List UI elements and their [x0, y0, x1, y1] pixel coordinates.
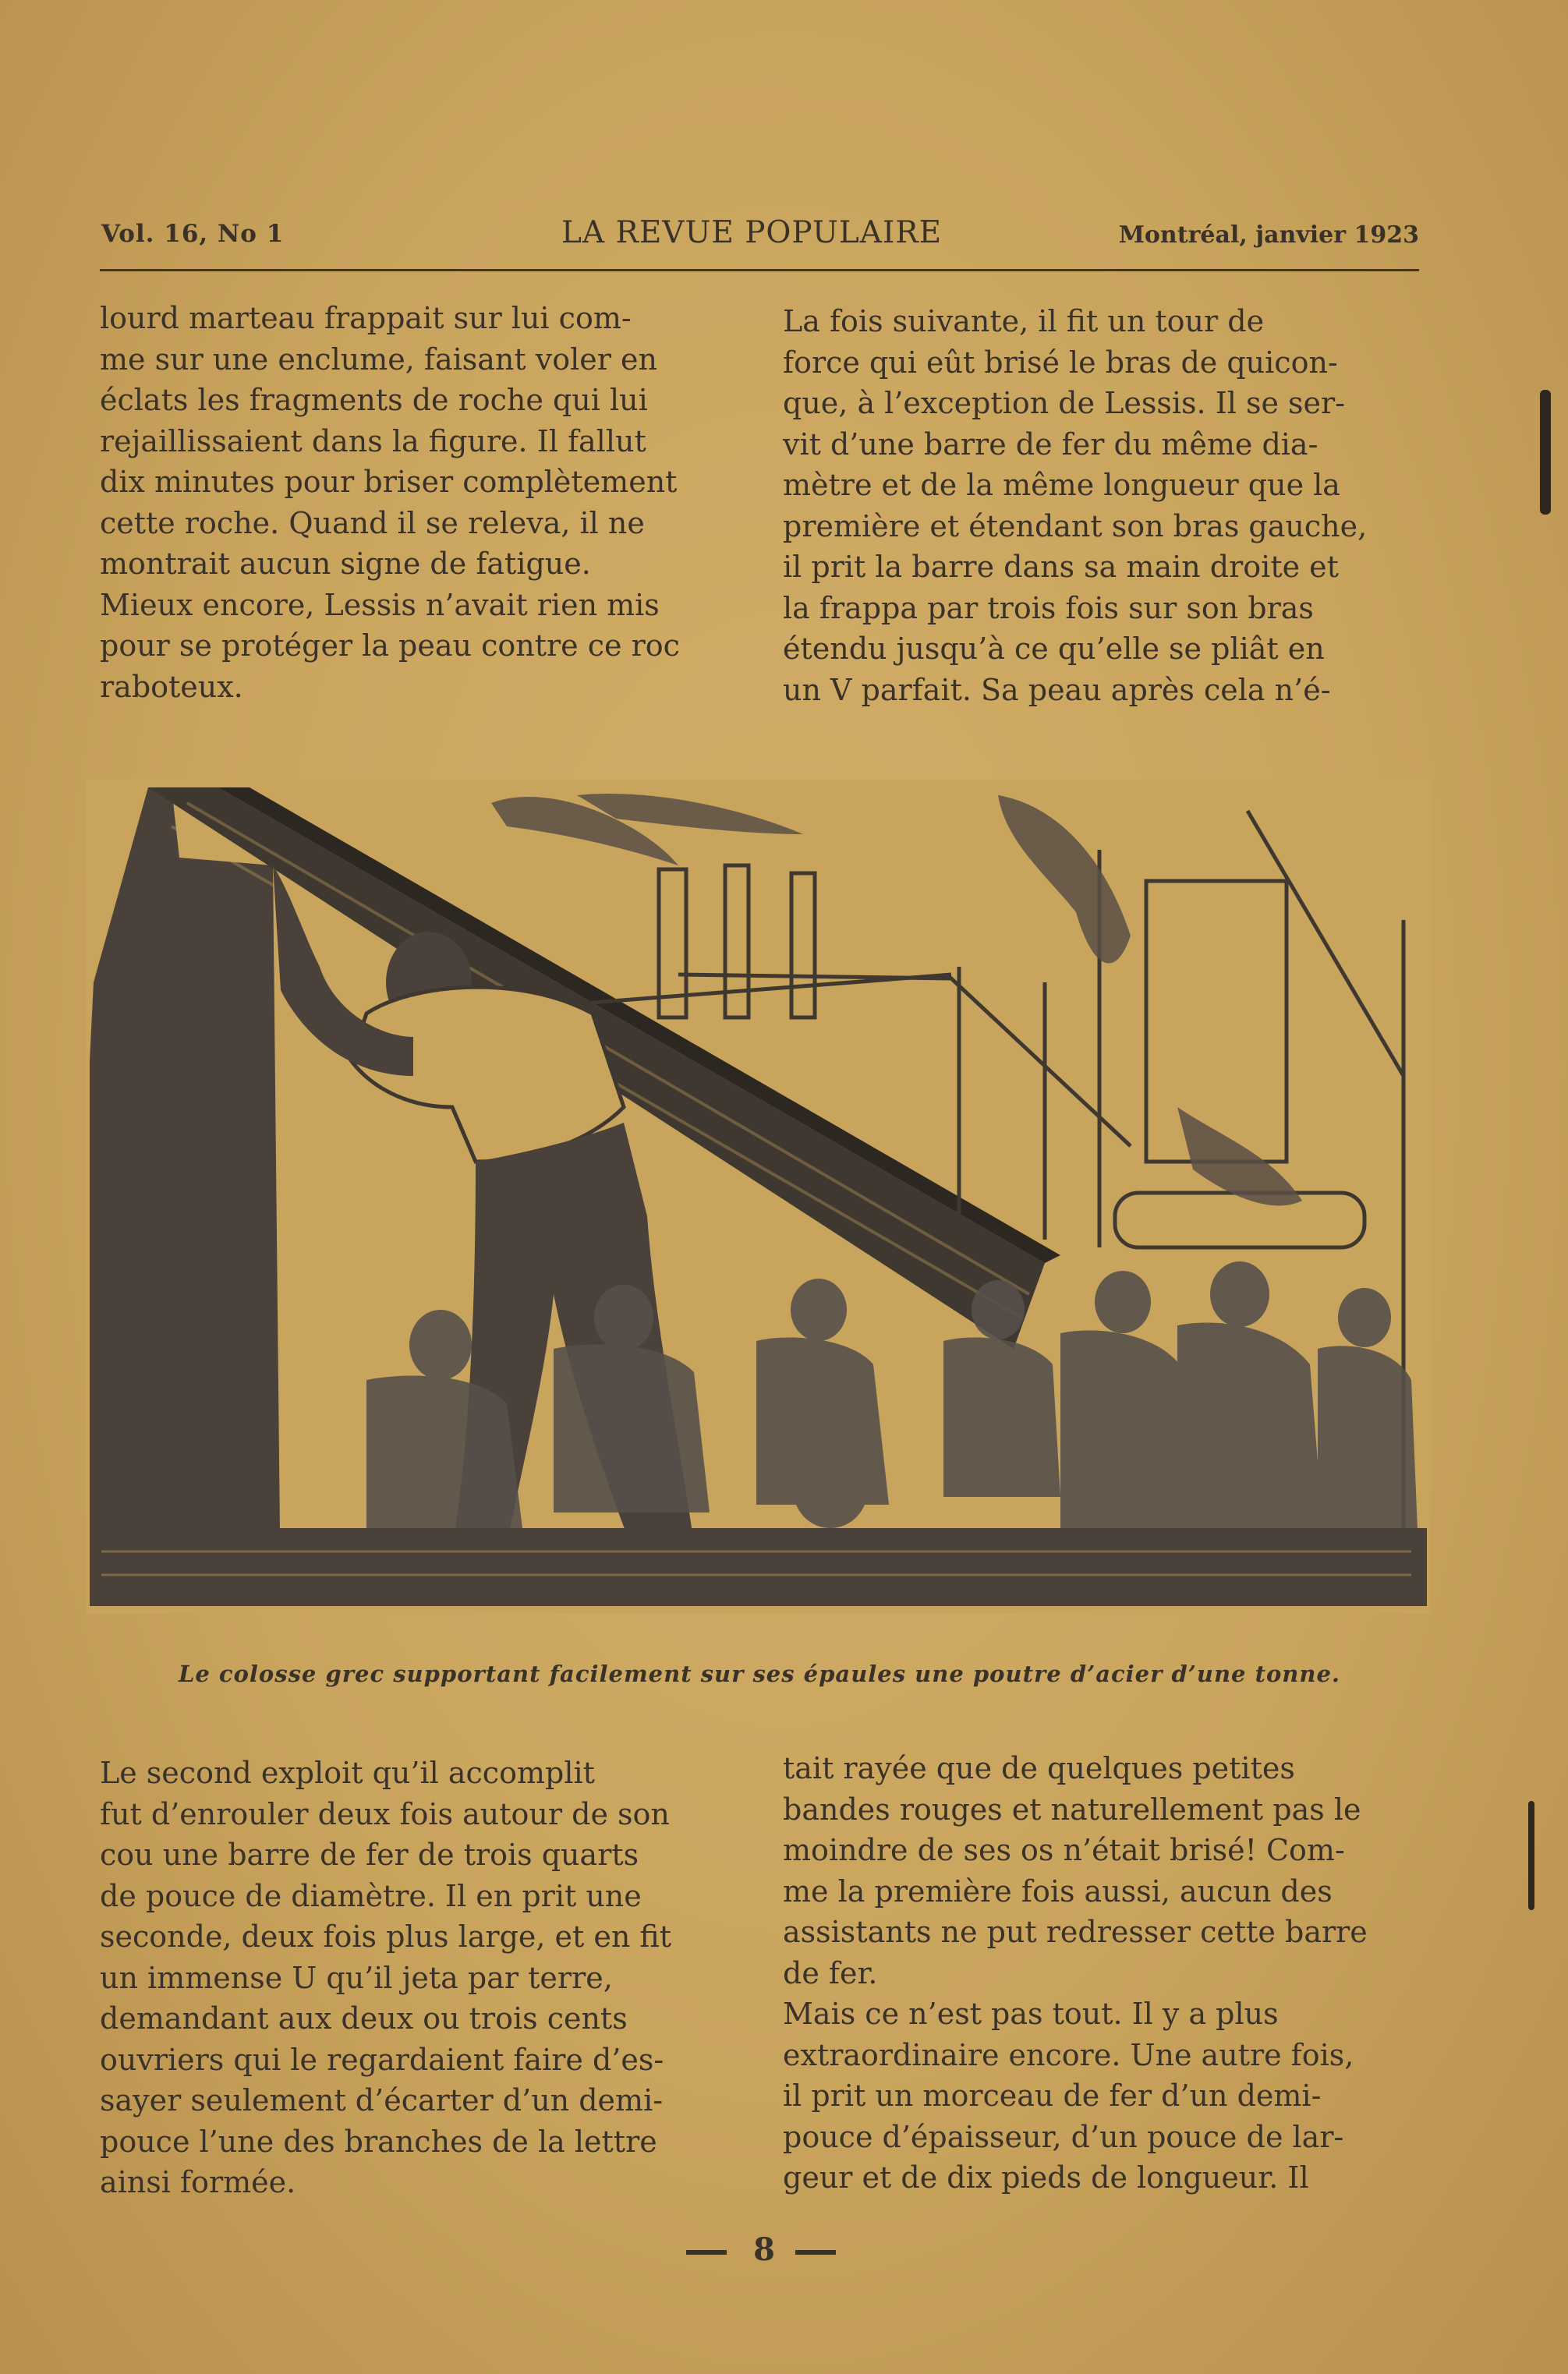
page-header	[101, 215, 1419, 251]
page-number-dash-left	[686, 2250, 727, 2255]
binding-mark	[1540, 390, 1551, 515]
page-number	[686, 2231, 842, 2270]
issue-date: Montréal, janvier 1923	[1118, 221, 1419, 249]
text-column-bottom-left: Le second exploit qu’il accomplit fut d’enrouler deux fois autour de son cou une barre de fer de trois quarts de pouce de diamètre. Il en prit une seconde, deux fois plus large, et en fit un immense U qu’il jeta par terre, demandant aux deux ou trois cents ouvriers qui le regardaient faire d’es- sayer seulement d’écarter d’un demi- pouce l’une des branches de la lettre ainsi formée.	[100, 1756, 672, 2199]
volume-number: Vol. 16, No 1	[101, 220, 285, 248]
header-rule	[100, 269, 1419, 271]
text-column-top-right: La fois suivante, il fit un tour de force qui eût brisé le bras de quicon- que, à l’exception de Lessis. Il se ser- vit d’une barre de fer du même dia- mètre et de la même longueur que la première et étendant son bras gauche, il prit la barre dans sa main droite et la frappa par trois fois sur son bras étendu jusqu’à ce qu’elle se pliât en un V parfait. Sa peau après cela n’é-	[783, 304, 1368, 707]
binding-mark	[1528, 1801, 1534, 1910]
illustration-caption: Le colosse grec supportant facilement sur ses épaules une poutre d’acier d’une tonne.	[178, 1661, 1341, 1687]
page-number-value: 8	[753, 2231, 775, 2268]
text-column-top-left: lourd marteau frappait sur lui com- me sur une enclume, faisant voler en éclats les fragments de roche qui lui rejaillissaient dans la figure. Il fallut dix minutes pour briser complètement cette roche. Quand il se releva, il ne montrait aucun signe de fatigue. Mieux encore, Lessis n’avait rien mis pour se protéger la peau contre ce roc raboteux.	[100, 301, 680, 704]
page-number-dash-right	[795, 2250, 836, 2255]
woodcut-illustration	[86, 780, 1431, 1614]
text-column-bottom-right: tait rayée que de quelques petites bandes rouges et naturellement pas le moindre de ses os n’était brisé! Com- me la première fois aussi, aucun des assistants ne put redresser cette barre de fer. Mais ce n’est pas tout. Il y a plus extraordinaire encore. Une autre fois, il prit un morceau de fer d’un demi- pouce d’épaisseur, d’un pouce de lar- geur et de dix pieds de longueur. Il	[783, 1751, 1368, 2195]
publication-title: LA REVUE POPULAIRE	[561, 215, 943, 250]
